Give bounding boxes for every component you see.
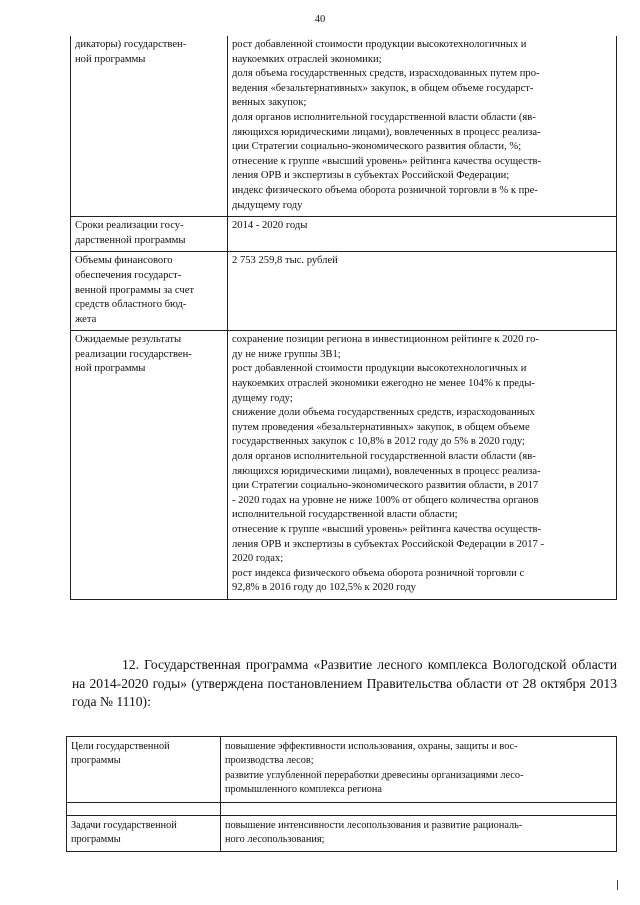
row-value-cell — [228, 331, 617, 600]
row-value-cell — [228, 36, 617, 217]
row-label-line: дарственной программы — [75, 234, 186, 246]
row-value-line: отнесение к группе «высший уровень» рейтинга качества осуществ- — [232, 524, 542, 535]
passport-table-program-12 — [66, 736, 617, 852]
row-value-line: 2014 - 2020 годы — [232, 220, 308, 232]
row-value-line: ведения «безальтернативных» закупок, в общем объеме государст- — [232, 82, 534, 94]
row-label-line: ной программы — [75, 363, 146, 375]
row-label-line: реализации государствен- — [75, 348, 192, 360]
row-value-line: венных закупок; — [232, 97, 307, 109]
row-value-line: ции Стратегии социально-экономического развития области, в 2017 — [232, 480, 539, 492]
row-value-line: сохранение позиции региона в инвестиционном рейтинге к 2020 го- — [232, 334, 539, 346]
row-value-line: рост добавленной стоимости продукции высокотехнологичных и — [232, 39, 527, 50]
row-label-line: программы — [71, 755, 121, 767]
row-label-line: Цели государственной — [71, 741, 170, 752]
row-value-line: 2 753 259,8 тыс. рублей — [232, 255, 338, 267]
row-value-line: исполнительной государственной власти области; — [232, 509, 458, 521]
row-value-line: отнесение к группе «высший уровень» рейтинга качества осуществ- — [232, 155, 542, 167]
row-label-line: венной программы за счет — [75, 284, 195, 296]
row-value-cell — [221, 737, 617, 803]
spacer-cell — [221, 802, 617, 815]
passport-table-program-11 — [70, 36, 617, 600]
row-value-line: ного лесопользования; — [225, 834, 325, 846]
row-value-line: ции Стратегии социально-экономического развития области, %; — [232, 141, 522, 153]
row-label-cell — [71, 331, 228, 600]
section-heading: 12. Государственная программа «Развитие лесного комплекса Вологодской области на 2014-2020 годы» (утверждена постановлением Правительства области от 28 октября 2013 года № 1110): — [72, 657, 617, 709]
scan-edge-mark — [617, 880, 618, 890]
row-label-line: жета — [75, 313, 97, 325]
row-value-line: ду не ниже группы 3В1; — [232, 348, 341, 360]
row-value-cell — [228, 217, 617, 252]
row-value-line: ления ОРВ и экспертизы в субъектах Российской Федерации в 2017 - — [232, 538, 544, 550]
row-label-line: Сроки реализации госу- — [75, 220, 184, 232]
row-value-line: 2020 годах; — [232, 553, 284, 565]
row-value-line: дущему году; — [232, 392, 293, 404]
row-value-line: ляющихся юридическими лицами), вовлеченных в процесс реализа- — [232, 465, 541, 477]
row-label-cell — [71, 217, 228, 252]
row-value-line: повышение эффективности использования, охраны, защиты и вос- — [225, 741, 518, 752]
row-value-line: доля объема государственных средств, израсходованных путем про- — [232, 68, 540, 80]
row-label-line: Объемы финансового — [75, 255, 173, 267]
table-row-expected-results — [71, 331, 617, 600]
row-label-line: средств областного бюд- — [75, 299, 187, 311]
row-value-line: - 2020 годах на уровне не ниже 100% от общего количества органов — [232, 494, 539, 506]
page-number: 40 — [314, 14, 326, 25]
row-value-line: повышение интенсивности лесопользования и развитие рациональ- — [225, 819, 523, 831]
row-value-line: индекс физического объема оборота розничной торговли в % к пре- — [232, 184, 538, 196]
row-value-line: наукоемких отраслей экономики; — [232, 53, 382, 65]
table-row-goals — [67, 737, 617, 803]
table-row-spacer — [67, 802, 617, 815]
row-value-line: доля органов исполнительной государственной власти области (яв- — [232, 451, 536, 463]
row-value-line — [232, 234, 612, 249]
table-row-tasks — [67, 815, 617, 852]
row-value-line: путем проведения «безальтернативных» закупок, в общем объеме — [232, 421, 530, 433]
table-row-indicators — [71, 36, 617, 217]
row-value-line: государственных закупок с 10,8% в 2012 году до 5% в 2020 году; — [232, 436, 525, 448]
table-row-funding — [71, 252, 617, 331]
row-value-line: промышленного комплекса региона — [225, 784, 382, 796]
row-label-line: программы — [71, 834, 121, 846]
row-label-line: ной программы — [75, 53, 146, 65]
row-label-line: обеспечения государст- — [75, 269, 182, 281]
row-label-cell — [67, 737, 221, 803]
row-label-cell — [71, 252, 228, 331]
row-value-cell — [228, 252, 617, 331]
row-value-line: доля органов исполнительной государственной власти области (яв- — [232, 111, 536, 123]
row-label-cell — [71, 36, 228, 217]
row-value-line: производства лесов; — [225, 755, 314, 767]
row-label-line: дикаторы) государствен- — [75, 39, 187, 50]
row-value-line: ления ОРВ и экспертизы в субъектах Российской Федерации; — [232, 170, 510, 182]
row-value-cell — [221, 815, 617, 852]
row-label-line: Задачи государственной — [71, 819, 177, 831]
table-row-timeline — [71, 217, 617, 252]
row-value-line: рост добавленной стоимости продукции высокотехнологичных и — [232, 363, 527, 375]
row-label-cell — [67, 815, 221, 852]
row-value-line: наукоемких отраслей экономики ежегодно не менее 104% к преды- — [232, 378, 535, 390]
row-value-line: рост индекса физического объема оборота розничной торговли с — [232, 567, 525, 579]
row-value-line: дыдущему году — [232, 199, 303, 211]
row-label-line: Ожидаемые результаты — [75, 334, 182, 346]
row-value-line: 92,8% в 2016 году до 102,5% к 2020 году — [232, 582, 416, 594]
row-value-line: развитие углубленной переработки древесины организациями лесо- — [225, 769, 524, 781]
row-value-line: снижение доли объема государственных средств, израсходованных — [232, 407, 535, 419]
row-value-line: ляющихся юридическими лицами), вовлеченных в процесс реализа- — [232, 126, 541, 138]
spacer-cell — [67, 802, 221, 815]
